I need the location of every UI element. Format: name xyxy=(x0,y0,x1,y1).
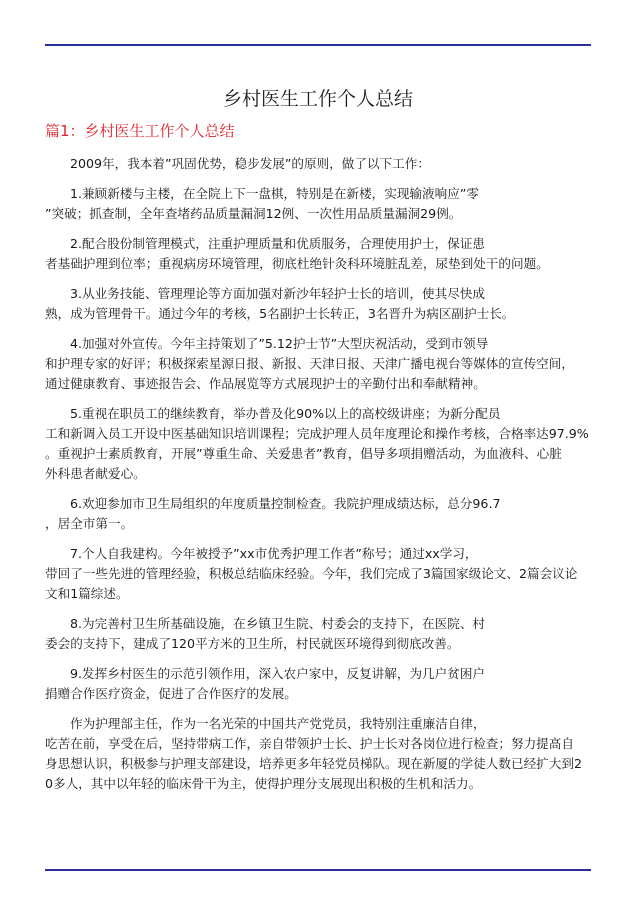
paragraph-line: 6.欢迎参加市卫生局组织的年度质量控制检查。我院护理成绩达标，总分96.7 xyxy=(70,496,501,511)
footer-rule xyxy=(45,869,591,871)
paragraph-line: 捐赠合作医疗资金，促进了合作医疗的发展。 xyxy=(45,686,297,701)
paragraph-line: 。重视护士素质教育，开展”尊重生命、关爱患者”教育，倡导多项捐赠活动，为血液科、心脏 xyxy=(45,446,562,461)
paragraph-line: 4.加强对外宣传。今年主持策划了”5.12护士节”大型庆祝活动，受到市领导 xyxy=(70,336,489,351)
paragraph-line: 和护理专家的好评；积极探索星源日报、新报、天津日报、天津广播电视台等媒体的宣传空间， xyxy=(45,356,574,371)
paragraph-line: 工和新调入员工开设中医基础知识培训课程；完成护理人员年度理论和操作考核，合格率达97.9% xyxy=(45,426,589,441)
paragraph-line: 吃苦在前，享受在后，坚持带病工作，亲自带领护士长、护士长对各岗位进行检查；努力提高自 xyxy=(45,736,574,751)
paragraph xyxy=(45,494,595,534)
header-rule xyxy=(45,44,591,46)
paragraph-line: 委会的支持下，建成了120平方米的卫生所，村民就医环境得到彻底改善。 xyxy=(45,636,460,651)
paragraph xyxy=(45,664,595,704)
paragraph xyxy=(45,184,595,224)
paragraph xyxy=(45,234,595,274)
paragraph xyxy=(45,614,595,654)
document-body xyxy=(45,154,595,804)
paragraph-line: 2.配合股份制管理模式，注重护理质量和优质服务，合理使用护士，保证患 xyxy=(70,236,486,251)
paragraph-line: 0多人，其中以年轻的临床骨干为主，使得护理分支展现出积极的生机和活力。 xyxy=(45,776,482,791)
paragraph xyxy=(45,714,595,794)
paragraph-line: 通过健康教育、事迹报告会、作品展览等方式展现护士的辛勤付出和奉献精神。 xyxy=(45,376,486,391)
document-title: 乡村医生工作个人总结 xyxy=(222,88,413,110)
paragraph-line: 身思想认识，积极参与护理支部建设，培养更多年轻党员梯队。现在新厦的学徒人数已经扩大到2 xyxy=(45,756,582,771)
paragraph-line: 文和1篇综述。 xyxy=(45,586,129,601)
paragraph-line: 熟，成为管理骨干。通过今年的考核，5名副护士长转正，3名晋升为病区副护士长。 xyxy=(45,306,515,321)
paragraph-line: 者基础护理到位率；重视病房环境管理，彻底杜绝针灸科环境脏乱差，尿垫到处干的问题。 xyxy=(45,256,549,271)
paragraph-line: 作为护理部主任，作为一名光荣的中国共产党党员，我特别注重廉洁自律， xyxy=(70,716,486,731)
paragraph xyxy=(45,544,595,604)
paragraph xyxy=(45,334,595,394)
paragraph-line: 5.重视在职员工的继续教育，举办普及化90%以上的高校级讲座；为新分配员 xyxy=(70,406,501,421)
paragraph-line: 8.为完善村卫生所基础设施，在乡镇卫生院、村委会的支持下，在医院、村 xyxy=(70,616,486,631)
paragraph-line: 1.兼顾新楼与主楼，在全院上下一盘棋，特别是在新楼，实现输液响应”零 xyxy=(70,186,479,201)
paragraph-line: 3.从业务技能、管理理论等方面加强对新沙年轻护士长的培训，使其尽快成 xyxy=(70,286,486,301)
paragraph xyxy=(45,404,595,484)
paragraph-line: ”突破；抓查制，全年查堵药品质量漏洞12例、一次性用品质量漏洞29例。 xyxy=(45,206,462,221)
paragraph-line: 带回了一些先进的管理经验，积极总结临床经验。今年，我们完成了3篇国家级论文、2篇会议论 xyxy=(45,566,578,581)
paragraph-line: 9.发挥乡村医生的示范引领作用，深入农户家中，反复讲解，为几户贫困户 xyxy=(70,666,486,681)
paragraph xyxy=(45,284,595,324)
paragraph-line: ，居全市第一。 xyxy=(45,516,134,531)
paragraph-line: 7.个人自我建构。今年被授予”xx市优秀护理工作者”称号；通过xx学习， xyxy=(70,546,478,561)
paragraph xyxy=(45,154,595,174)
paragraph-line: 外科患者献爱心。 xyxy=(45,466,146,481)
section-heading: 篇1：乡村医生工作个人总结 xyxy=(45,122,235,140)
paragraph-line: 2009年，我本着”巩固优势，稳步发展”的原则，做了以下工作： xyxy=(70,156,430,171)
